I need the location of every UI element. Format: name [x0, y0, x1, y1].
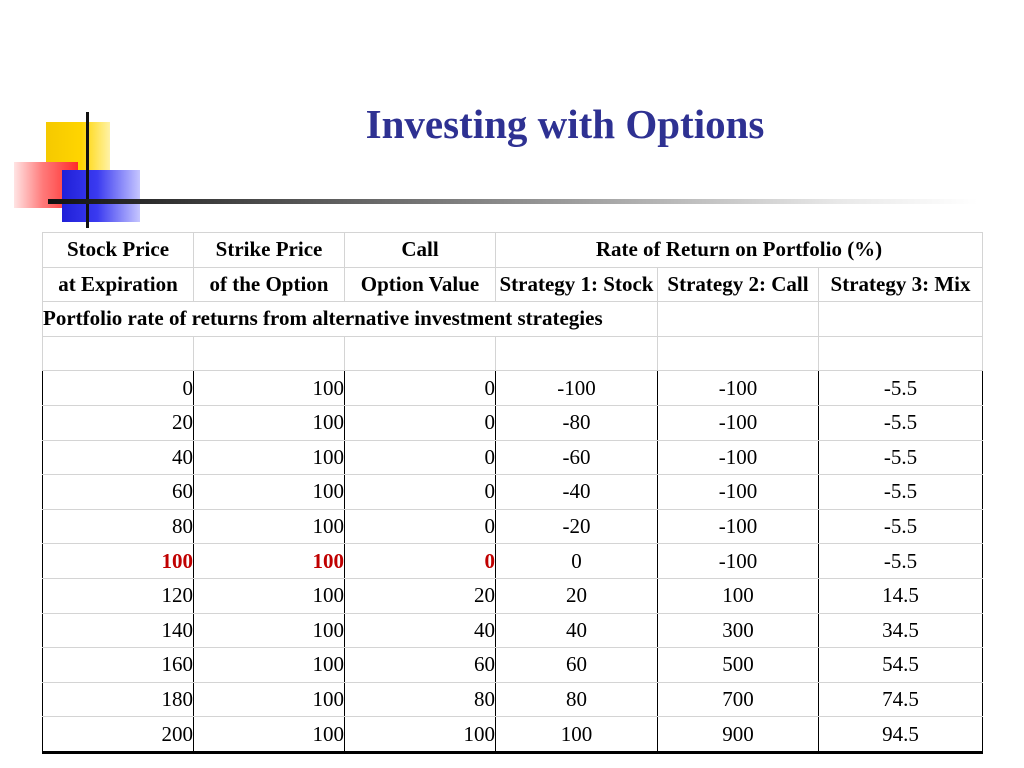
strike-price-cell: 100 — [194, 613, 345, 648]
table-row — [43, 440, 983, 475]
call-value-cell: 0 — [345, 544, 496, 579]
strategy-3-cell: -5.5 — [819, 371, 983, 406]
strategy-1-cell: -60 — [496, 440, 658, 475]
strategy-1-cell: 40 — [496, 613, 658, 648]
strategy-2-cell: 500 — [658, 648, 819, 683]
strategy-2-cell: 100 — [658, 578, 819, 613]
strategy-2-cell: 300 — [658, 613, 819, 648]
col-header-stock-price: Stock Price — [43, 233, 194, 268]
strategy-2-cell: -100 — [658, 405, 819, 440]
strategy-2-cell: -100 — [658, 509, 819, 544]
col-subheader-of-the-option: of the Option — [194, 267, 345, 302]
empty-cell — [819, 302, 983, 337]
header-row-2 — [43, 267, 983, 302]
table-row — [43, 475, 983, 510]
table-row — [43, 578, 983, 613]
col-header-strategy-3: Strategy 3: Mix — [819, 267, 983, 302]
table-caption: Portfolio rate of returns from alternative investment strategies — [43, 302, 658, 337]
table-row — [43, 717, 983, 753]
strike-price-cell: 100 — [194, 717, 345, 753]
col-subheader-option-value: Option Value — [345, 267, 496, 302]
strategy-1-cell: -100 — [496, 371, 658, 406]
strategy-1-cell: 60 — [496, 648, 658, 683]
col-header-strike-price: Strike Price — [194, 233, 345, 268]
strategy-3-cell: -5.5 — [819, 544, 983, 579]
strategy-2-cell: 700 — [658, 682, 819, 717]
strategy-3-cell: 74.5 — [819, 682, 983, 717]
stock-price-cell: 160 — [43, 648, 194, 683]
slide-title: Investing with Options — [365, 101, 765, 147]
call-value-cell: 40 — [345, 613, 496, 648]
strategy-3-cell: 94.5 — [819, 717, 983, 753]
strike-price-cell: 100 — [194, 648, 345, 683]
strategy-2-cell: -100 — [658, 440, 819, 475]
strike-price-cell: 100 — [194, 578, 345, 613]
col-subheader-at-expiration: at Expiration — [43, 267, 194, 302]
stock-price-cell: 0 — [43, 371, 194, 406]
strategy-3-cell: 54.5 — [819, 648, 983, 683]
strategy-1-cell: 20 — [496, 578, 658, 613]
decorative-blue-square — [62, 170, 140, 222]
strike-price-cell: 100 — [194, 440, 345, 475]
call-value-cell: 100 — [345, 717, 496, 753]
call-value-cell: 0 — [345, 440, 496, 475]
stock-price-cell: 200 — [43, 717, 194, 753]
spacer-row — [43, 336, 983, 371]
table-row — [43, 371, 983, 406]
table-row — [43, 544, 983, 579]
stock-price-cell: 40 — [43, 440, 194, 475]
decorative-vertical-line — [86, 112, 89, 228]
stock-price-cell: 60 — [43, 475, 194, 510]
col-header-call: Call — [345, 233, 496, 268]
strategy-1-cell: -20 — [496, 509, 658, 544]
strategy-3-cell: -5.5 — [819, 509, 983, 544]
strategy-3-cell: 14.5 — [819, 578, 983, 613]
table-row — [43, 405, 983, 440]
strike-price-cell: 100 — [194, 544, 345, 579]
table-row — [43, 648, 983, 683]
stock-price-cell: 20 — [43, 405, 194, 440]
strike-price-cell: 100 — [194, 371, 345, 406]
strategy-2-cell: -100 — [658, 544, 819, 579]
call-value-cell: 0 — [345, 405, 496, 440]
strategy-1-cell: -80 — [496, 405, 658, 440]
call-value-cell: 80 — [345, 682, 496, 717]
stock-price-cell: 80 — [43, 509, 194, 544]
strategy-1-cell: 0 — [496, 544, 658, 579]
title-underline-rule — [48, 199, 978, 204]
table-row — [43, 613, 983, 648]
returns-table — [42, 232, 983, 754]
strategy-3-cell: -5.5 — [819, 475, 983, 510]
table-row — [43, 682, 983, 717]
call-value-cell: 20 — [345, 578, 496, 613]
strategy-2-cell: -100 — [658, 475, 819, 510]
call-value-cell: 60 — [345, 648, 496, 683]
strategy-1-cell: 80 — [496, 682, 658, 717]
strike-price-cell: 100 — [194, 405, 345, 440]
stock-price-cell: 120 — [43, 578, 194, 613]
strategy-1-cell: 100 — [496, 717, 658, 753]
strike-price-cell: 100 — [194, 509, 345, 544]
header-row-1 — [43, 233, 983, 268]
strategy-1-cell: -40 — [496, 475, 658, 510]
col-header-rate-of-return: Rate of Return on Portfolio (%) — [496, 233, 983, 268]
strike-price-cell: 100 — [194, 475, 345, 510]
call-value-cell: 0 — [345, 509, 496, 544]
stock-price-cell: 180 — [43, 682, 194, 717]
strategy-3-cell: 34.5 — [819, 613, 983, 648]
table-caption-row — [43, 302, 983, 337]
stock-price-cell: 100 — [43, 544, 194, 579]
table-body — [43, 371, 983, 753]
strategy-3-cell: -5.5 — [819, 405, 983, 440]
call-value-cell: 0 — [345, 371, 496, 406]
empty-cell — [658, 302, 819, 337]
strategy-3-cell: -5.5 — [819, 440, 983, 475]
stock-price-cell: 140 — [43, 613, 194, 648]
call-value-cell: 0 — [345, 475, 496, 510]
table-row — [43, 509, 983, 544]
col-header-strategy-1: Strategy 1: Stock — [496, 267, 658, 302]
strike-price-cell: 100 — [194, 682, 345, 717]
strategy-2-cell: 900 — [658, 717, 819, 753]
strategy-2-cell: -100 — [658, 371, 819, 406]
col-header-strategy-2: Strategy 2: Call — [658, 267, 819, 302]
